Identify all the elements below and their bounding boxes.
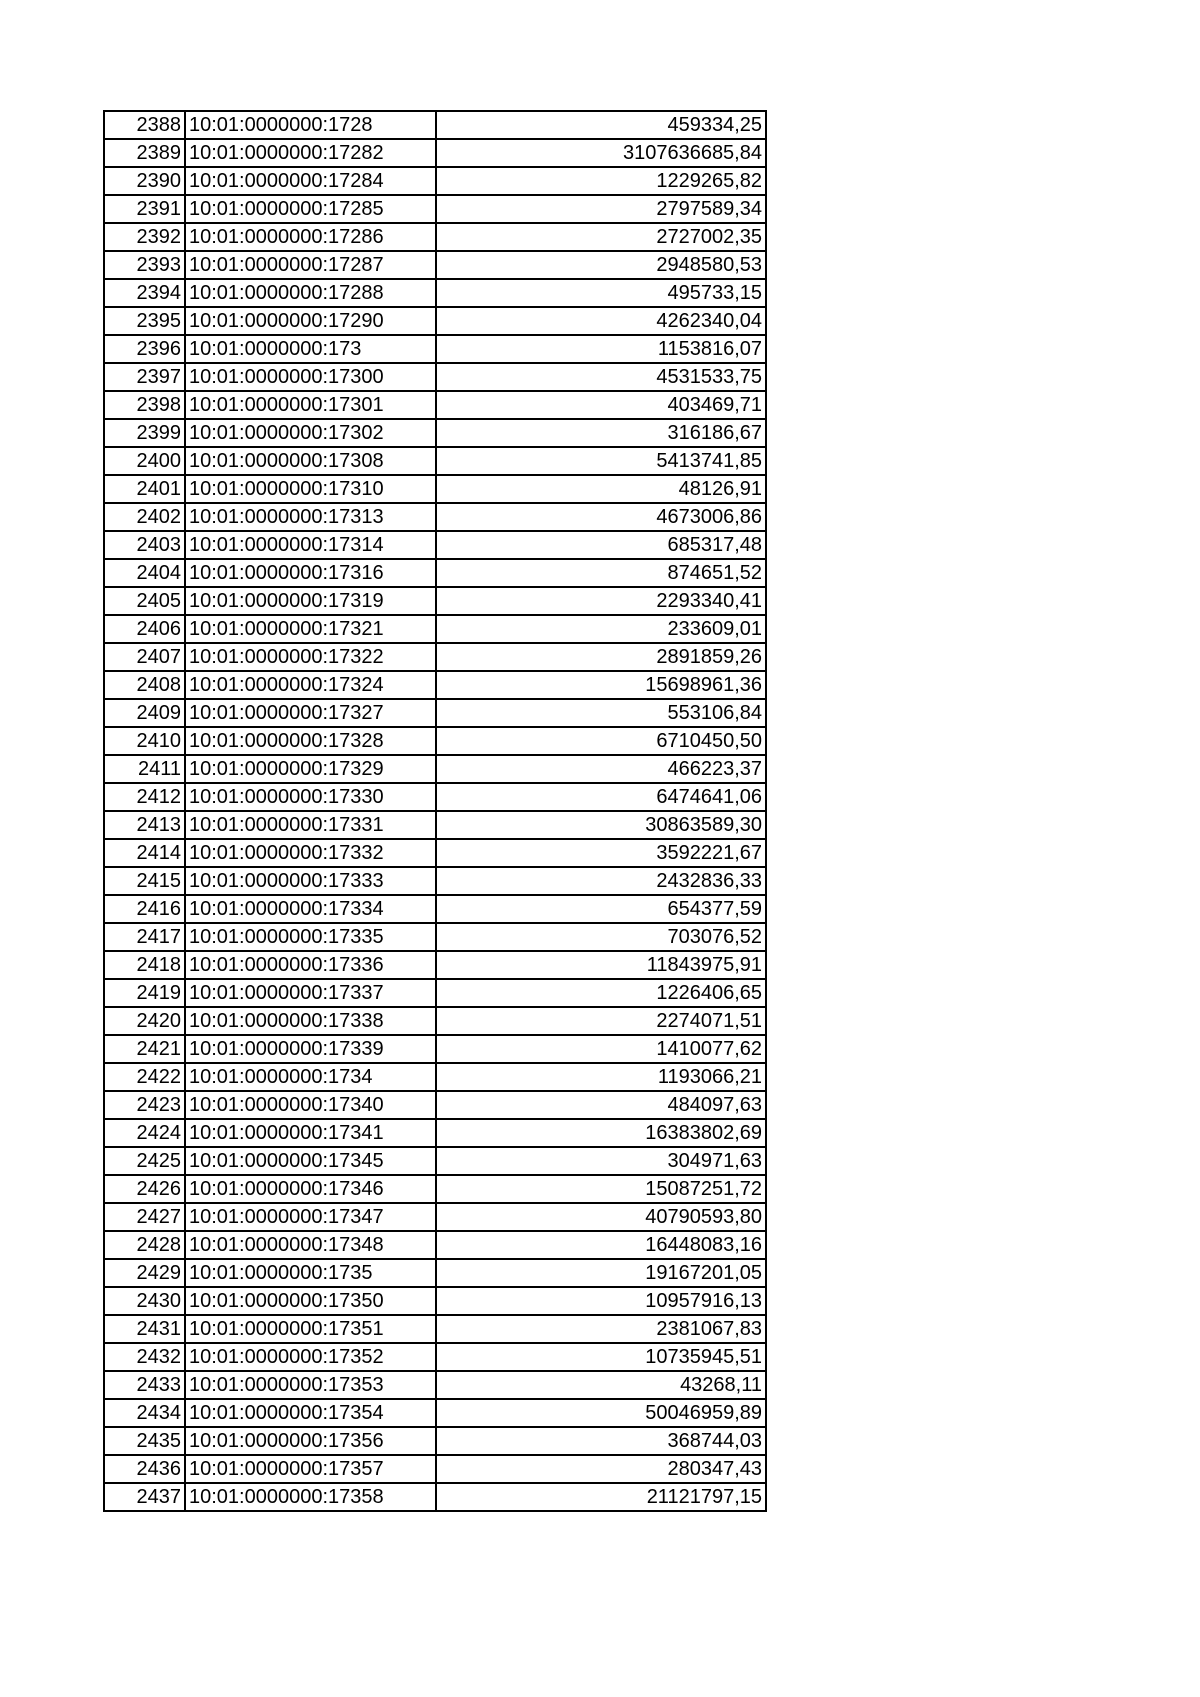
table-row (104, 923, 766, 951)
value-cell: 30863589,30 (436, 811, 766, 839)
value-cell: 1229265,82 (436, 167, 766, 195)
value-cell: 21121797,15 (436, 1483, 766, 1511)
row-number-cell: 2402 (104, 503, 185, 531)
cadastral-number-cell: 10:01:0000000:17329 (185, 755, 436, 783)
data-table (103, 110, 767, 1512)
row-number-cell: 2404 (104, 559, 185, 587)
table-row (104, 139, 766, 167)
table-row (104, 1343, 766, 1371)
table-row (104, 1007, 766, 1035)
row-number-cell: 2435 (104, 1427, 185, 1455)
value-cell: 2432836,33 (436, 867, 766, 895)
table-row (104, 951, 766, 979)
row-number-cell: 2419 (104, 979, 185, 1007)
value-cell: 2274071,51 (436, 1007, 766, 1035)
value-cell: 2293340,41 (436, 587, 766, 615)
table-row (104, 895, 766, 923)
row-number-cell: 2420 (104, 1007, 185, 1035)
value-cell: 2381067,83 (436, 1315, 766, 1343)
table-row (104, 699, 766, 727)
row-number-cell: 2413 (104, 811, 185, 839)
table-row (104, 1175, 766, 1203)
value-cell: 316186,67 (436, 419, 766, 447)
cadastral-number-cell: 10:01:0000000:17334 (185, 895, 436, 923)
table-row (104, 671, 766, 699)
table-row (104, 111, 766, 139)
cadastral-number-cell: 10:01:0000000:17339 (185, 1035, 436, 1063)
cadastral-number-cell: 10:01:0000000:17346 (185, 1175, 436, 1203)
cadastral-number-cell: 10:01:0000000:17341 (185, 1119, 436, 1147)
value-cell: 403469,71 (436, 391, 766, 419)
cadastral-number-cell: 10:01:0000000:1728 (185, 111, 436, 139)
value-cell: 233609,01 (436, 615, 766, 643)
cadastral-number-cell: 10:01:0000000:17358 (185, 1483, 436, 1511)
table-row (104, 755, 766, 783)
value-cell: 15087251,72 (436, 1175, 766, 1203)
cadastral-number-cell: 10:01:0000000:17290 (185, 307, 436, 335)
value-cell: 553106,84 (436, 699, 766, 727)
cadastral-number-cell: 10:01:0000000:17316 (185, 559, 436, 587)
row-number-cell: 2396 (104, 335, 185, 363)
value-cell: 484097,63 (436, 1091, 766, 1119)
table-row (104, 307, 766, 335)
cadastral-number-cell: 10:01:0000000:17337 (185, 979, 436, 1007)
table-row (104, 195, 766, 223)
row-number-cell: 2432 (104, 1343, 185, 1371)
table-row (104, 419, 766, 447)
value-cell: 280347,43 (436, 1455, 766, 1483)
table-row (104, 783, 766, 811)
row-number-cell: 2394 (104, 279, 185, 307)
cadastral-number-cell: 10:01:0000000:17345 (185, 1147, 436, 1175)
cadastral-number-cell: 10:01:0000000:1735 (185, 1259, 436, 1287)
row-number-cell: 2422 (104, 1063, 185, 1091)
table-row (104, 1287, 766, 1315)
row-number-cell: 2400 (104, 447, 185, 475)
value-cell: 19167201,05 (436, 1259, 766, 1287)
cadastral-number-cell: 10:01:0000000:17335 (185, 923, 436, 951)
value-cell: 6474641,06 (436, 783, 766, 811)
cadastral-number-cell: 10:01:0000000:17314 (185, 531, 436, 559)
value-cell: 10735945,51 (436, 1343, 766, 1371)
cadastral-number-cell: 10:01:0000000:17327 (185, 699, 436, 727)
row-number-cell: 2411 (104, 755, 185, 783)
table-row (104, 587, 766, 615)
cadastral-number-cell: 10:01:0000000:17354 (185, 1399, 436, 1427)
value-cell: 1153816,07 (436, 335, 766, 363)
value-cell: 3107636685,84 (436, 139, 766, 167)
table-row (104, 1427, 766, 1455)
table-row (104, 279, 766, 307)
cadastral-number-cell: 10:01:0000000:17357 (185, 1455, 436, 1483)
table-row (104, 811, 766, 839)
table-row (104, 1371, 766, 1399)
row-number-cell: 2412 (104, 783, 185, 811)
row-number-cell: 2415 (104, 867, 185, 895)
cadastral-number-cell: 10:01:0000000:17322 (185, 643, 436, 671)
table-row (104, 615, 766, 643)
row-number-cell: 2389 (104, 139, 185, 167)
cadastral-number-cell: 10:01:0000000:1734 (185, 1063, 436, 1091)
cadastral-number-cell: 10:01:0000000:17285 (185, 195, 436, 223)
cadastral-number-cell: 10:01:0000000:17333 (185, 867, 436, 895)
table-row (104, 223, 766, 251)
row-number-cell: 2430 (104, 1287, 185, 1315)
cadastral-number-cell: 10:01:0000000:17319 (185, 587, 436, 615)
row-number-cell: 2392 (104, 223, 185, 251)
table-row (104, 251, 766, 279)
row-number-cell: 2418 (104, 951, 185, 979)
table-row (104, 1231, 766, 1259)
row-number-cell: 2436 (104, 1455, 185, 1483)
row-number-cell: 2416 (104, 895, 185, 923)
row-number-cell: 2407 (104, 643, 185, 671)
table-row (104, 1399, 766, 1427)
table-row (104, 643, 766, 671)
row-number-cell: 2434 (104, 1399, 185, 1427)
table-body (104, 111, 766, 1511)
cadastral-number-cell: 10:01:0000000:17328 (185, 727, 436, 755)
row-number-cell: 2397 (104, 363, 185, 391)
cadastral-number-cell: 10:01:0000000:173 (185, 335, 436, 363)
row-number-cell: 2393 (104, 251, 185, 279)
row-number-cell: 2409 (104, 699, 185, 727)
row-number-cell: 2405 (104, 587, 185, 615)
value-cell: 10957916,13 (436, 1287, 766, 1315)
value-cell: 43268,11 (436, 1371, 766, 1399)
cadastral-number-cell: 10:01:0000000:17348 (185, 1231, 436, 1259)
value-cell: 6710450,50 (436, 727, 766, 755)
row-number-cell: 2408 (104, 671, 185, 699)
table-row (104, 1483, 766, 1511)
row-number-cell: 2424 (104, 1119, 185, 1147)
row-number-cell: 2406 (104, 615, 185, 643)
table-row (104, 475, 766, 503)
row-number-cell: 2425 (104, 1147, 185, 1175)
table-row (104, 1063, 766, 1091)
cadastral-number-cell: 10:01:0000000:17284 (185, 167, 436, 195)
table-row (104, 559, 766, 587)
value-cell: 4262340,04 (436, 307, 766, 335)
value-cell: 654377,59 (436, 895, 766, 923)
cadastral-number-cell: 10:01:0000000:17350 (185, 1287, 436, 1315)
cadastral-number-cell: 10:01:0000000:17287 (185, 251, 436, 279)
value-cell: 466223,37 (436, 755, 766, 783)
table-row (104, 867, 766, 895)
cadastral-number-cell: 10:01:0000000:17338 (185, 1007, 436, 1035)
table-row (104, 447, 766, 475)
value-cell: 4673006,86 (436, 503, 766, 531)
table-row (104, 727, 766, 755)
value-cell: 1410077,62 (436, 1035, 766, 1063)
cadastral-number-cell: 10:01:0000000:17288 (185, 279, 436, 307)
row-number-cell: 2421 (104, 1035, 185, 1063)
cadastral-number-cell: 10:01:0000000:17356 (185, 1427, 436, 1455)
row-number-cell: 2414 (104, 839, 185, 867)
row-number-cell: 2437 (104, 1483, 185, 1511)
row-number-cell: 2426 (104, 1175, 185, 1203)
value-cell: 685317,48 (436, 531, 766, 559)
value-cell: 15698961,36 (436, 671, 766, 699)
cadastral-number-cell: 10:01:0000000:17332 (185, 839, 436, 867)
cadastral-number-cell: 10:01:0000000:17313 (185, 503, 436, 531)
table-row (104, 1119, 766, 1147)
row-number-cell: 2390 (104, 167, 185, 195)
row-number-cell: 2423 (104, 1091, 185, 1119)
value-cell: 703076,52 (436, 923, 766, 951)
value-cell: 2727002,35 (436, 223, 766, 251)
cadastral-number-cell: 10:01:0000000:17300 (185, 363, 436, 391)
row-number-cell: 2391 (104, 195, 185, 223)
table-row (104, 1091, 766, 1119)
row-number-cell: 2429 (104, 1259, 185, 1287)
cadastral-number-cell: 10:01:0000000:17351 (185, 1315, 436, 1343)
value-cell: 495733,15 (436, 279, 766, 307)
table-row (104, 167, 766, 195)
row-number-cell: 2401 (104, 475, 185, 503)
row-number-cell: 2388 (104, 111, 185, 139)
row-number-cell: 2395 (104, 307, 185, 335)
table-row (104, 1147, 766, 1175)
table-row (104, 391, 766, 419)
table-row (104, 839, 766, 867)
value-cell: 40790593,80 (436, 1203, 766, 1231)
table-row (104, 531, 766, 559)
cadastral-number-cell: 10:01:0000000:17340 (185, 1091, 436, 1119)
value-cell: 48126,91 (436, 475, 766, 503)
table-row (104, 503, 766, 531)
value-cell: 304971,63 (436, 1147, 766, 1175)
table-row (104, 363, 766, 391)
row-number-cell: 2399 (104, 419, 185, 447)
cadastral-number-cell: 10:01:0000000:17353 (185, 1371, 436, 1399)
cadastral-number-cell: 10:01:0000000:17347 (185, 1203, 436, 1231)
value-cell: 11843975,91 (436, 951, 766, 979)
table-row (104, 1035, 766, 1063)
cadastral-number-cell: 10:01:0000000:17310 (185, 475, 436, 503)
table-row (104, 1315, 766, 1343)
row-number-cell: 2431 (104, 1315, 185, 1343)
table-row (104, 1455, 766, 1483)
cadastral-number-cell: 10:01:0000000:17282 (185, 139, 436, 167)
row-number-cell: 2428 (104, 1231, 185, 1259)
cadastral-number-cell: 10:01:0000000:17336 (185, 951, 436, 979)
table-row (104, 1203, 766, 1231)
row-number-cell: 2433 (104, 1371, 185, 1399)
row-number-cell: 2427 (104, 1203, 185, 1231)
value-cell: 874651,52 (436, 559, 766, 587)
cadastral-number-cell: 10:01:0000000:17308 (185, 447, 436, 475)
row-number-cell: 2410 (104, 727, 185, 755)
value-cell: 2797589,34 (436, 195, 766, 223)
value-cell: 2948580,53 (436, 251, 766, 279)
cadastral-number-cell: 10:01:0000000:17321 (185, 615, 436, 643)
table-row (104, 1259, 766, 1287)
cadastral-number-cell: 10:01:0000000:17324 (185, 671, 436, 699)
value-cell: 1193066,21 (436, 1063, 766, 1091)
table-row (104, 335, 766, 363)
cadastral-number-cell: 10:01:0000000:17286 (185, 223, 436, 251)
value-cell: 4531533,75 (436, 363, 766, 391)
value-cell: 16448083,16 (436, 1231, 766, 1259)
value-cell: 1226406,65 (436, 979, 766, 1007)
value-cell: 50046959,89 (436, 1399, 766, 1427)
cadastral-number-cell: 10:01:0000000:17331 (185, 811, 436, 839)
value-cell: 5413741,85 (436, 447, 766, 475)
value-cell: 16383802,69 (436, 1119, 766, 1147)
value-cell: 2891859,26 (436, 643, 766, 671)
row-number-cell: 2398 (104, 391, 185, 419)
row-number-cell: 2417 (104, 923, 185, 951)
cadastral-number-cell: 10:01:0000000:17330 (185, 783, 436, 811)
cadastral-number-cell: 10:01:0000000:17352 (185, 1343, 436, 1371)
cadastral-number-cell: 10:01:0000000:17301 (185, 391, 436, 419)
cadastral-number-cell: 10:01:0000000:17302 (185, 419, 436, 447)
table-row (104, 979, 766, 1007)
value-cell: 368744,03 (436, 1427, 766, 1455)
value-cell: 459334,25 (436, 111, 766, 139)
value-cell: 3592221,67 (436, 839, 766, 867)
row-number-cell: 2403 (104, 531, 185, 559)
